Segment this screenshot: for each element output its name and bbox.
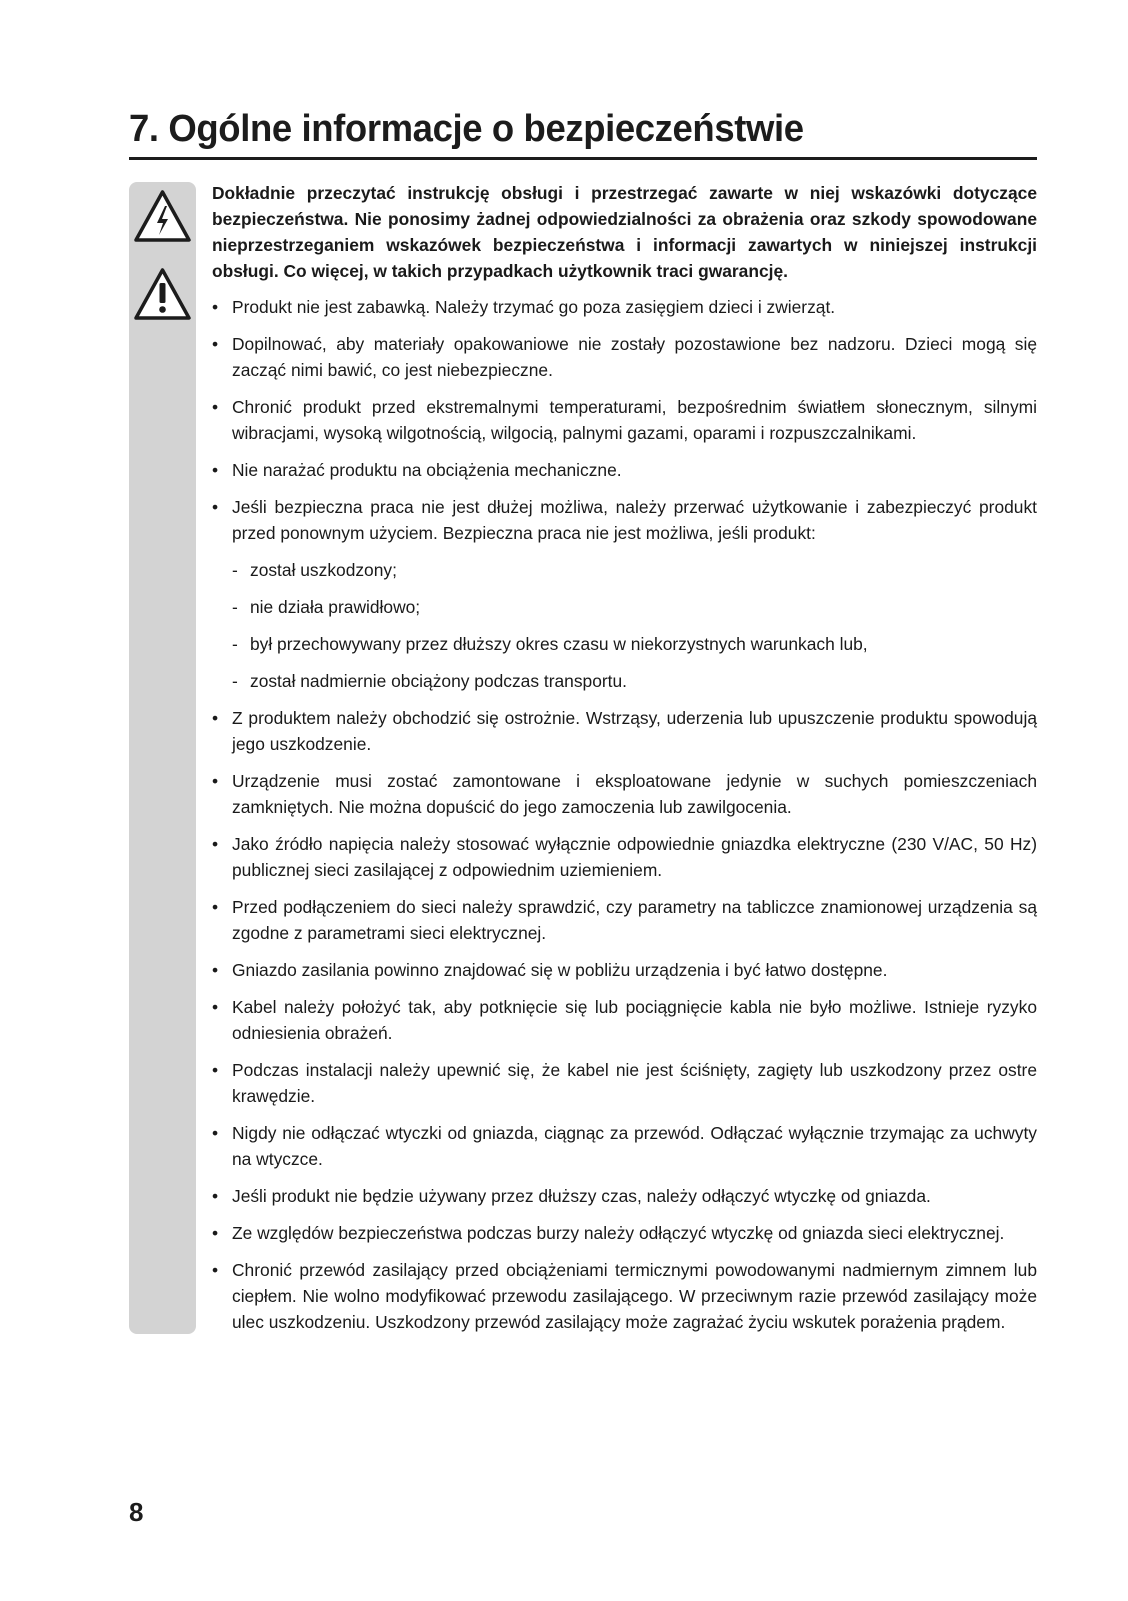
list-item [212, 331, 1037, 383]
list-item [212, 831, 1037, 883]
list-item [212, 957, 1037, 983]
dash: - [232, 560, 238, 580]
sub-list-item [212, 594, 1037, 620]
sub-list-item-text: został uszkodzony; [250, 560, 397, 580]
bullet: • [212, 960, 219, 980]
list-item-text: Kabel należy położyć tak, aby potknięcie się lub pociągnięcie kabla nie było możliwe. Istnieje ryzyko odniesienia obrażeń. [232, 997, 1037, 1043]
warning-sidebar [129, 182, 196, 1334]
list-item [212, 494, 1037, 546]
list-item [212, 1257, 1037, 1335]
list-item-text: Nie narażać produktu na obciążenia mechaniczne. [232, 460, 622, 480]
list-item-text: Jeśli produkt nie będzie używany przez dłuższy czas, należy odłączyć wtyczkę od gniazda. [232, 1186, 931, 1206]
list-item-text: Urządzenie musi zostać zamontowane i eksploatowane jedynie w suchych pomieszczeniach zamkniętych. Nie można dopuścić do jego zamoczenia lub zawilgocenia. [232, 771, 1037, 817]
list-item-text: Przed podłączeniem do sieci należy sprawdzić, czy parametry na tabliczce znamionowej urządzenia są zgodne z parametrami sieci elektrycznej. [232, 897, 1037, 943]
list-item-text: Z produktem należy obchodzić się ostrożnie. Wstrząsy, uderzenia lub upuszczenie produktu spowodują jego uszkodzenie. [232, 708, 1037, 754]
page-title: 7. Ogólne informacje o bezpieczeństwie [129, 108, 804, 150]
bullet: • [212, 334, 219, 354]
bullet: • [212, 460, 219, 480]
general-warning-icon [132, 266, 193, 323]
bullet: • [212, 297, 219, 317]
sub-list-item [212, 631, 1037, 657]
high-voltage-warning-icon [132, 188, 193, 245]
list-item [212, 1120, 1037, 1172]
list-item-text: Jeśli bezpieczna praca nie jest dłużej możliwa, należy przerwać użytkowanie i zabezpieczyć produkt przed ponownym użyciem. Bezpieczna praca nie jest możliwa, jeśli produkt: [232, 497, 1037, 543]
bullet: • [212, 1186, 219, 1206]
list-item [212, 994, 1037, 1046]
list-item-text: Jako źródło napięcia należy stosować wyłącznie odpowiednie gniazdka elektryczne (230 V/AC, 50 Hz) publicznej sieci zasilającej z odpowiednim uziemieniem. [232, 834, 1037, 880]
list-item [212, 1057, 1037, 1109]
bullet: • [212, 897, 219, 917]
sub-list-item-text: był przechowywany przez dłuższy okres czasu w niekorzystnych warunkach lub, [250, 634, 868, 654]
bullet: • [212, 997, 219, 1017]
dash: - [232, 634, 238, 654]
intro-paragraph: Dokładnie przeczytać instrukcję obsługi i przestrzegać zawarte w niej wskazówki dotyczące bezpieczeństwa. Nie ponosimy żadnej odpowiedzialności za obrażenia oraz szkody spowodowane nieprzestrzeganiem wskazówek bezpieczeństwa i informacji zawartych w niniejszej instrukcji obsługi. Co więcej, w takich przypadkach użytkownik traci gwarancję. [212, 183, 1037, 281]
safety-list [212, 294, 1037, 1335]
list-item-text: Gniazdo zasilania powinno znajdować się w pobliżu urządzenia i być łatwo dostępne. [232, 960, 888, 980]
list-item-text: Podczas instalacji należy upewnić się, że kabel nie jest ściśnięty, zagięty lub uszkodzony przez ostre krawędzie. [232, 1060, 1037, 1106]
sub-list-item [212, 557, 1037, 583]
list-item [212, 705, 1037, 757]
sub-list-item-text: został nadmiernie obciążony podczas transportu. [250, 671, 628, 691]
list-item-text: Nigdy nie odłączać wtyczki od gniazda, ciągnąc za przewód. Odłączać wyłącznie trzymając za uchwyty na wtyczce. [232, 1123, 1037, 1169]
page-number: 8 [129, 1497, 144, 1527]
list-item [212, 1220, 1037, 1246]
title-underline [129, 157, 1037, 160]
list-item-text: Dopilnować, aby materiały opakowaniowe nie zostały pozostawione bez nadzoru. Dzieci mogą się zacząć nimi bawić, co jest niebezpieczne. [232, 334, 1037, 380]
list-item [212, 394, 1037, 446]
bullet: • [212, 708, 219, 728]
sub-list-item-text: nie działa prawidłowo; [250, 597, 421, 617]
list-item-text: Produkt nie jest zabawką. Należy trzymać go poza zasięgiem dzieci i zwierząt. [232, 297, 836, 317]
list-item [212, 457, 1037, 483]
list-item [212, 1183, 1037, 1209]
bullet: • [212, 834, 219, 854]
list-item-text: Ze względów bezpieczeństwa podczas burzy należy odłączyć wtyczkę od gniazda sieci elektrycznej. [232, 1223, 1005, 1243]
bullet: • [212, 1223, 219, 1243]
sub-list-item [212, 668, 1037, 694]
bullet: • [212, 1123, 219, 1143]
list-item [212, 768, 1037, 820]
bullet: • [212, 771, 219, 791]
safety-content [212, 180, 1037, 1346]
bullet: • [212, 1260, 219, 1280]
dash: - [232, 597, 238, 617]
bullet: • [212, 397, 219, 417]
bullet: • [212, 1060, 219, 1080]
bullet: • [212, 497, 219, 517]
list-item-text: Chronić przewód zasilający przed obciążeniami termicznymi powodowanymi nadmiernym zimnem lub ciepłem. Nie wolno modyfikować przewodu zasilającego. W przeciwnym razie przewód zasilający może ulec uszkodzeniu. Uszkodzony przewód zasilający może zagrażać życiu wskutek porażenia prądem. [232, 1260, 1037, 1332]
list-item-text: Chronić produkt przed ekstremalnymi temperaturami, bezpośrednim światłem słonecznym, silnymi wibracjami, wysoką wilgotnością, wilgocią, palnymi gazami, oparami i rozpuszczalnikami. [232, 397, 1037, 443]
dash: - [232, 671, 238, 691]
list-item [212, 294, 1037, 320]
list-item [212, 894, 1037, 946]
